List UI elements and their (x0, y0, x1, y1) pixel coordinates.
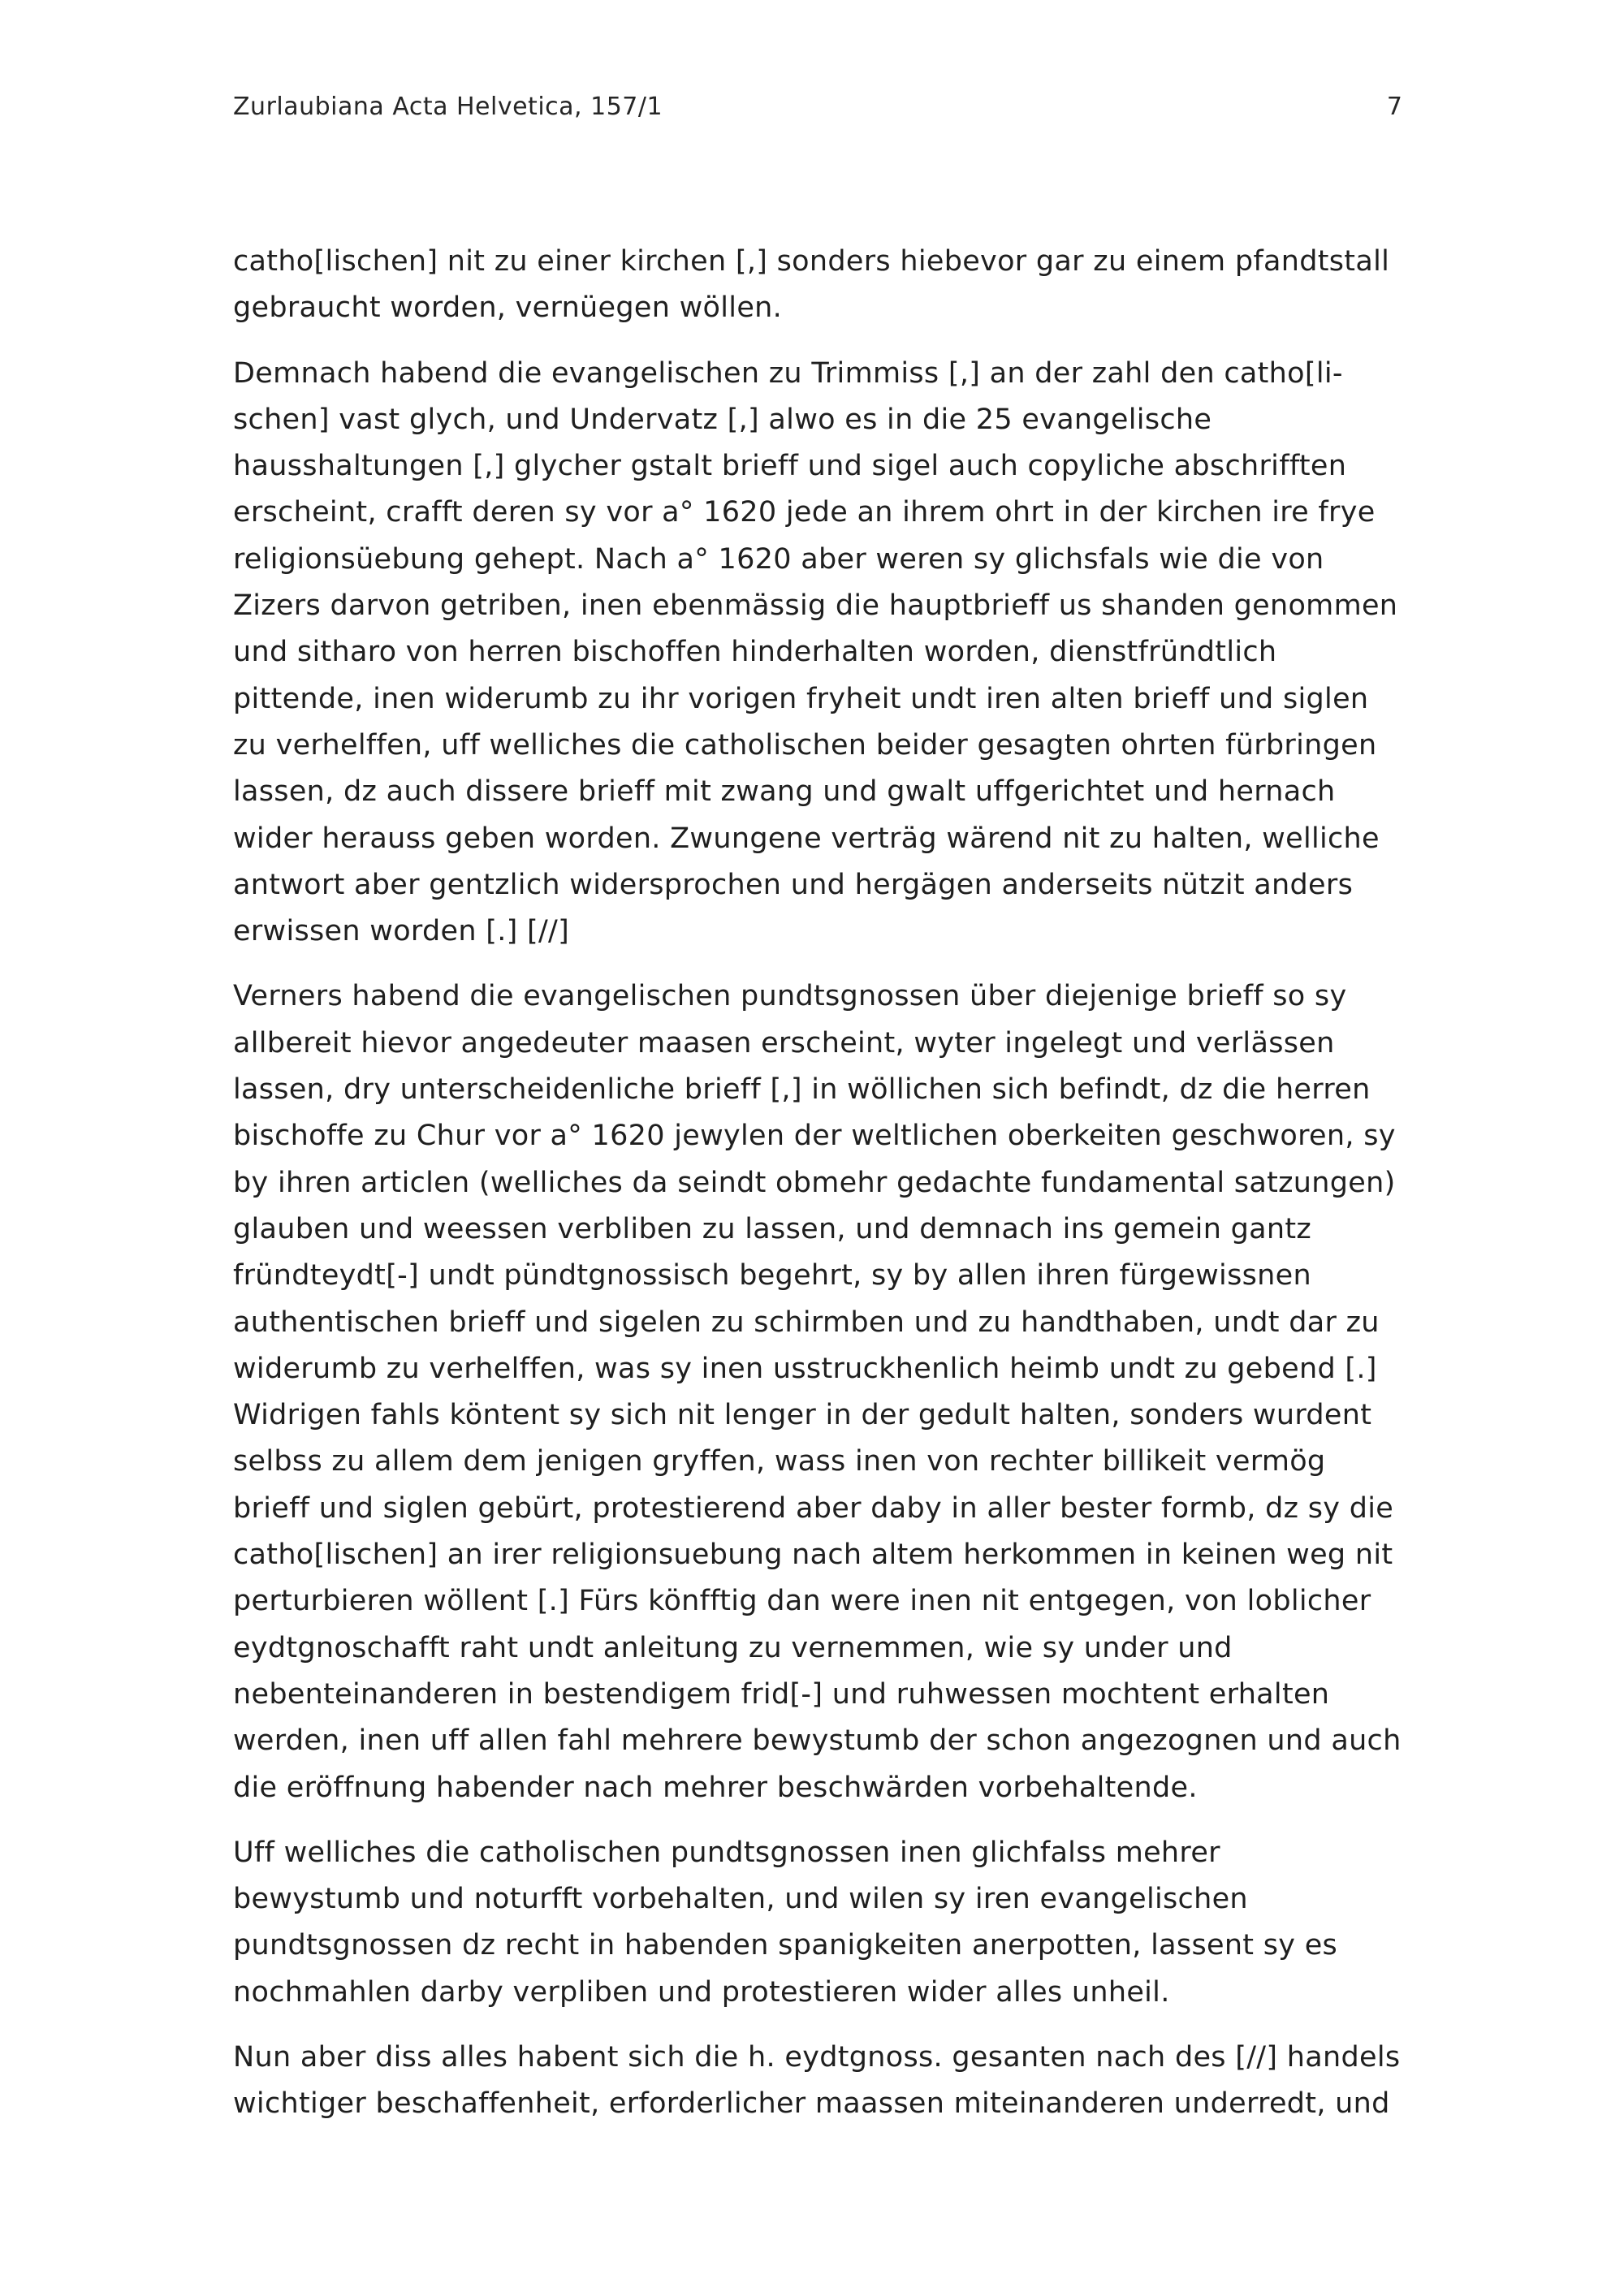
text-line: catho[lischen] an irer religionsuebung nach altem herkommen in keinen weg nit (233, 1539, 1393, 1572)
text-line: allbereit hievor angedeuter maasen erscheint, wyter ingelegt und verlässen (233, 1026, 1335, 1060)
paragraph (233, 2035, 1402, 2128)
text-line: antwort aber gentzlich widersprochen und hergägen anderseits nützit anders (233, 868, 1354, 901)
text-line: erwissen worden [.] [//] (233, 915, 570, 948)
paragraph (233, 973, 1402, 1810)
text-line: Demnach habend die evangelischen zu Trimmiss [,] an der zahl den catho[li- (233, 356, 1343, 390)
text-line: und sitharo von herren bischoffen hinderhalten worden, dienstfründtlich (233, 636, 1277, 669)
text-line: Widrigen fahls köntent sy sich nit lenger in der gedult halten, sonders wurdent (233, 1399, 1372, 1432)
paragraph (233, 1830, 1402, 2016)
text-line: Verners habend die evangelischen pundtsgnossen über diejenige brieff so sy (233, 980, 1347, 1013)
text-line: catho[lischen] nit zu einer kirchen [,] sonders hiebevor gar zu einem pfandtstall (233, 245, 1390, 278)
text-line: werden, inen uff allen fahl mehrere bewystumb der schon angezognen und auch (233, 1724, 1402, 1758)
body-text (233, 239, 1402, 2147)
text-line: authentischen brieff und sigelen zu schirmben und zu handthaben, undt dar zu (233, 1306, 1380, 1339)
text-line: Nun aber diss alles habent sich die h. eydtgnoss. gesanten nach des [//] handels (233, 2040, 1401, 2074)
text-line: glauben und weessen verbliben zu lassen, und demnach ins gemein gantz (233, 1212, 1312, 1245)
page-header (233, 93, 1402, 133)
text-line: pundtsgnossen dz recht in habenden spanigkeiten anerpotten, lassent sy es (233, 1929, 1338, 1962)
text-line: gebraucht worden, vernüegen wöllen. (233, 291, 783, 325)
text-line: nochmahlen darby verpliben und protestieren wider alles unheil. (233, 1975, 1170, 2009)
paragraph (233, 239, 1402, 332)
text-line: die eröffnung habender nach mehrer beschwärden vorbehaltende. (233, 1771, 1198, 1804)
text-line: bewystumb und noturfft vorbehalten, und wilen sy iren evangelischen (233, 1883, 1248, 1916)
text-line: bischoffe zu Chur vor a° 1620 jewylen der weltlichen oberkeiten geschworen, sy (233, 1120, 1396, 1153)
text-line: Uff welliches die catholischen pundtsgnossen inen glichfalss mehrer (233, 1836, 1220, 1869)
text-line: nebenteinanderen in bestendigem frid[-] und ruhwessen mochtent erhalten (233, 1677, 1330, 1711)
text-line: Zizers darvon getriben, inen ebenmässig die hauptbrieff us shanden genommen (233, 589, 1398, 623)
text-line: hausshaltungen [,] glycher gstalt brieff und sigel auch copyliche abschrifften (233, 450, 1347, 483)
running-header-title: Zurlaubiana Acta Helvetica, 157/1 (233, 93, 663, 121)
text-line: erscheint, crafft deren sy vor a° 1620 jede an ihrem ohrt in der kirchen ire frye (233, 496, 1376, 529)
text-line: religionsüebung gehept. Nach a° 1620 aber weren sy glichsfals wie die von (233, 542, 1324, 576)
text-line: by ihren articlen (welliches da seindt obmehr gedachte fundamental satzungen) (233, 1166, 1396, 1199)
text-line: wider herauss geben worden. Zwungene verträg wärend nit zu halten, welliche (233, 822, 1380, 855)
text-line: zu verhelffen, uff welliches die catholischen beider gesagten ohrten fürbringen (233, 728, 1377, 762)
text-line: brieff und siglen gebürt, protestierend aber daby in aller bester formb, dz sy die (233, 1491, 1394, 1525)
paragraph (233, 351, 1402, 956)
text-line: pittende, inen widerumb zu ihr vorigen fryheit undt iren alten brieff und siglen (233, 682, 1369, 715)
text-line: lassen, dz auch dissere brieff mit zwang und gwalt uffgerichtet und hernach (233, 775, 1336, 809)
text-line: lassen, dry unterscheidenliche brieff [,] in wöllichen sich befindt, dz die herren (233, 1073, 1371, 1107)
text-line: selbss zu allem dem jenigen gryffen, wass inen von rechter billikeit vermög (233, 1445, 1326, 1478)
text-line: wichtiger beschaffenheit, erforderlicher maassen miteinanderen underredt, und (233, 2087, 1390, 2121)
text-line: perturbieren wöllent [.] Fürs könfftig dan were inen nit entgegen, von loblicher (233, 1585, 1371, 1618)
text-line: widerumb zu verhelffen, was sy inen usstruckhenlich heimb undt zu gebend [.] (233, 1352, 1377, 1385)
text-line: schen] vast glych, und Undervatz [,] alwo es in die 25 evangelische (233, 403, 1212, 436)
text-line: fründteydt[-] undt pündtgnossisch begehrt, sy by allen ihren fürgewissnen (233, 1259, 1311, 1293)
page-number: 7 (1386, 93, 1402, 121)
text-line: eydtgnoschafft raht undt anleitung zu vernemmen, wie sy under und (233, 1631, 1233, 1664)
